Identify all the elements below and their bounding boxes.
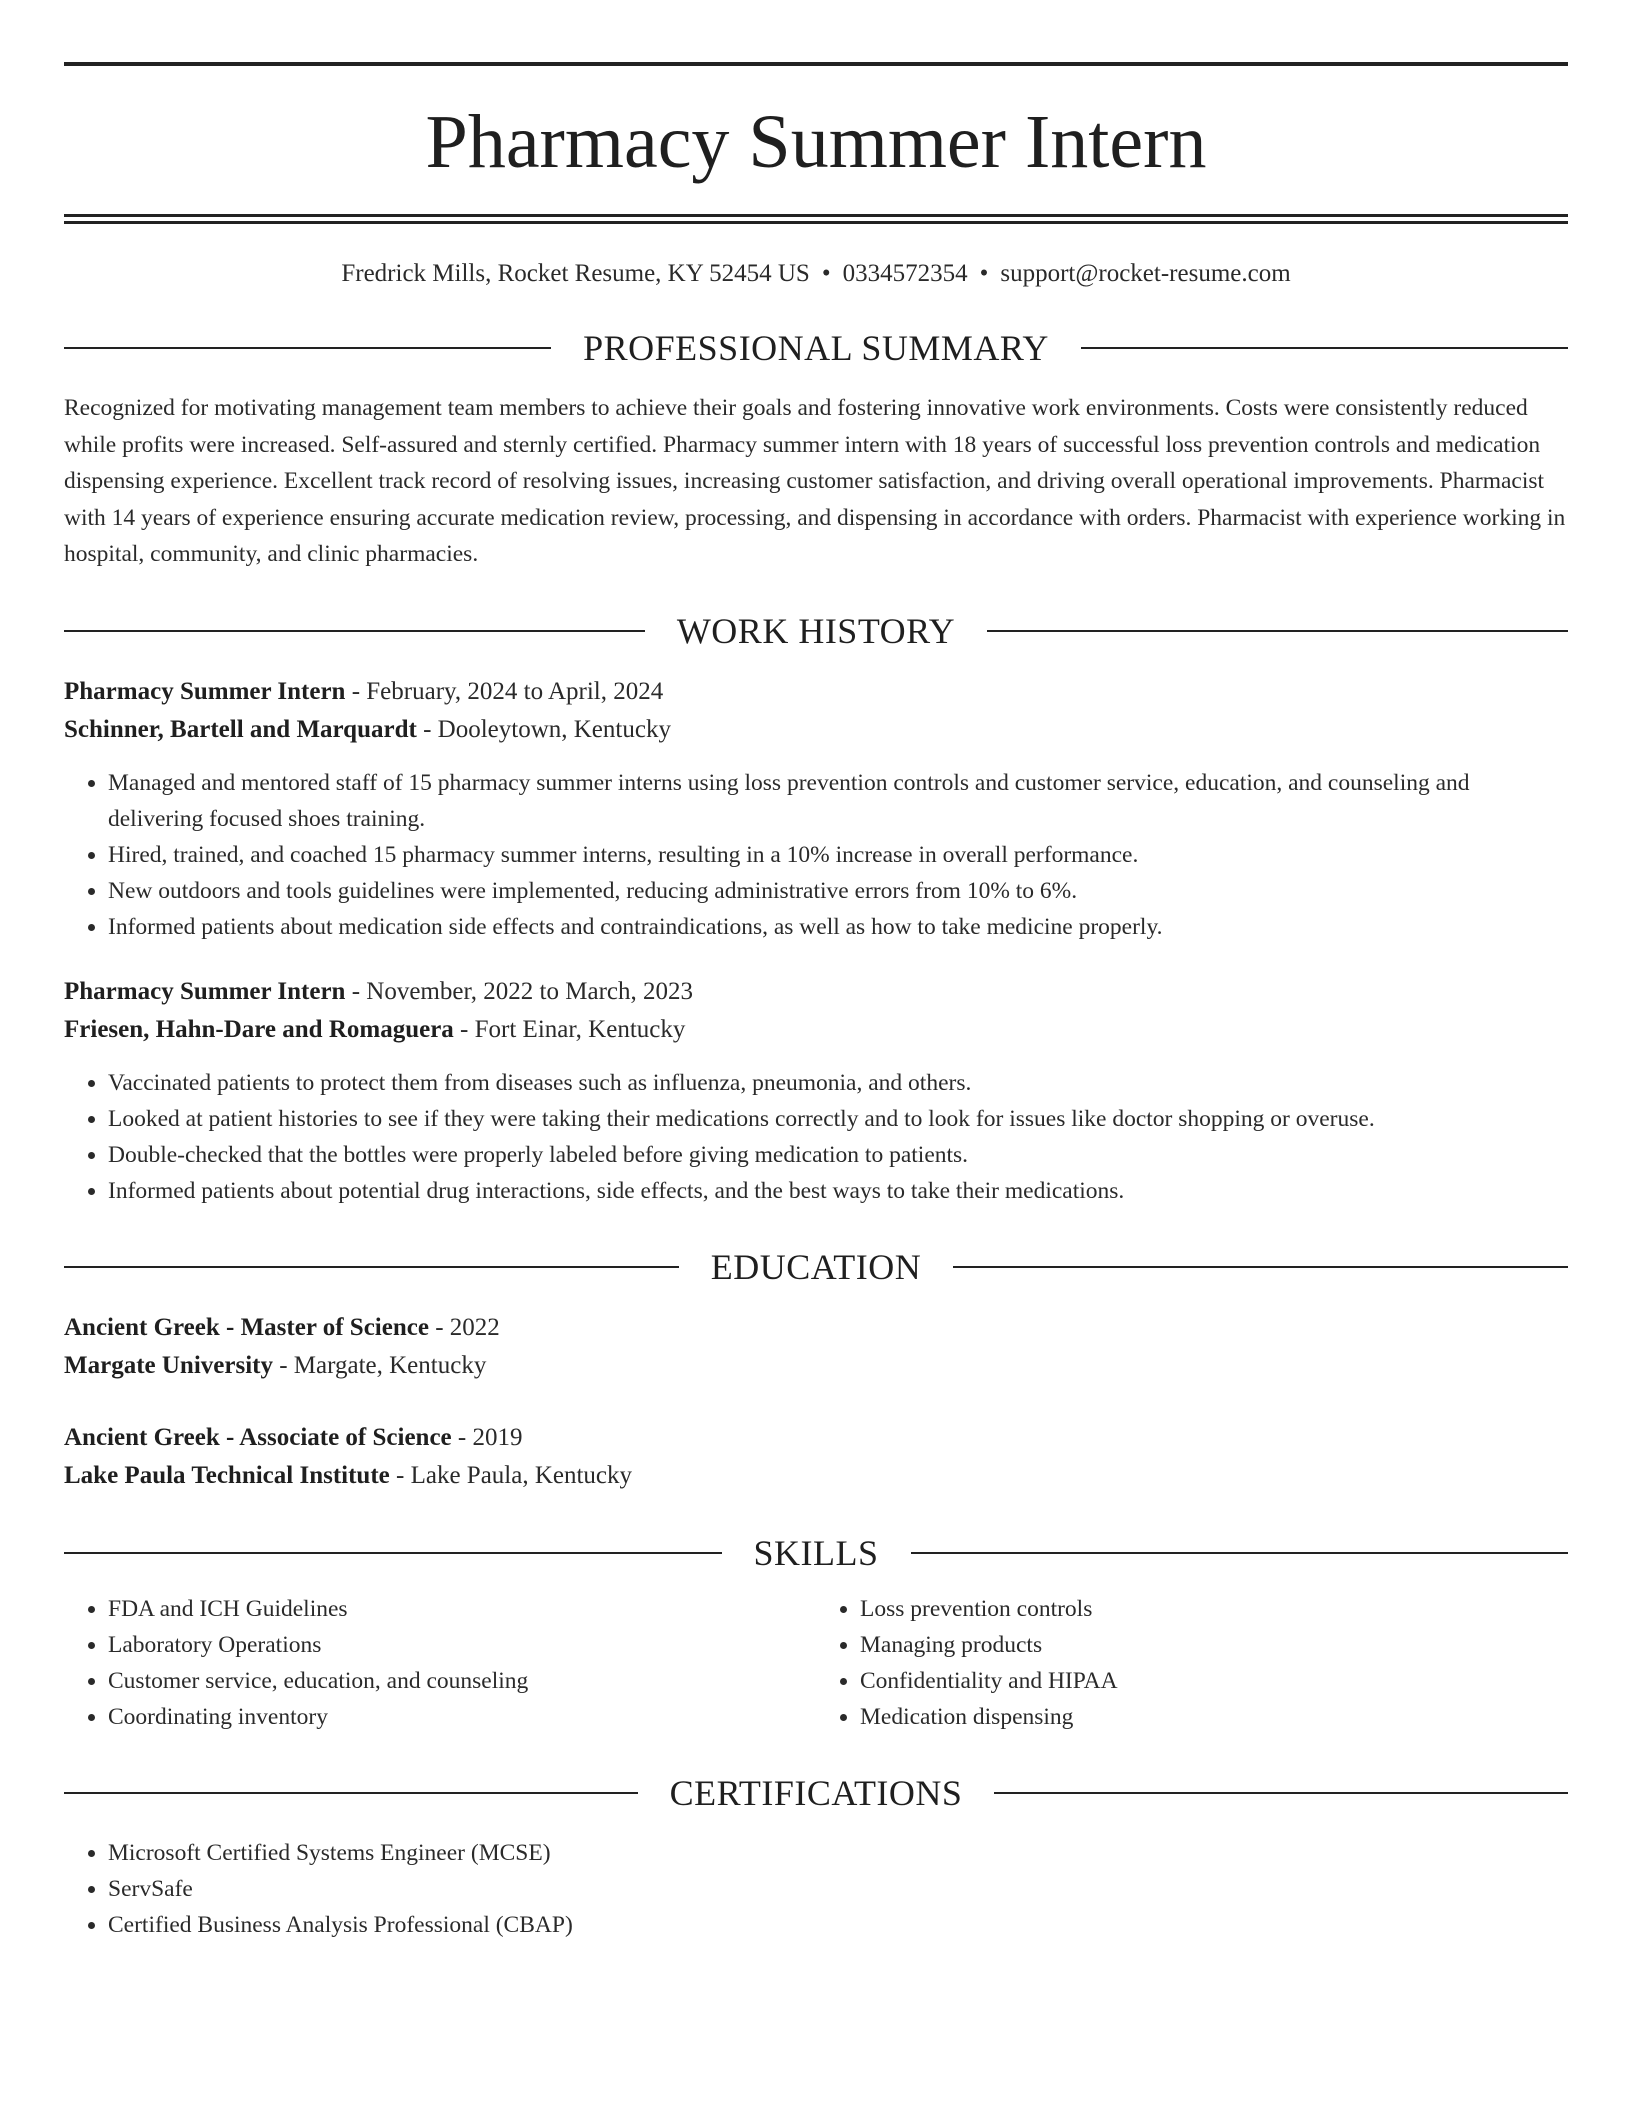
section-title-summary: PROFESSIONAL SUMMARY: [583, 328, 1049, 368]
contact-separator: •: [979, 260, 989, 287]
section-heading-summary: [64, 328, 1568, 368]
heading-rule-left: [64, 1552, 722, 1554]
list-item: • New outdoors and tools guidelines were implemented, reducing administrative errors from 10% to 6%.: [108, 873, 1568, 909]
education-entry: [64, 1419, 1568, 1495]
list-item: • Medication dispensing: [860, 1699, 1568, 1735]
list-item: • Certified Business Analysis Professional (CBAP): [108, 1907, 1568, 1943]
list-item: • Managing products: [860, 1627, 1568, 1663]
list-item: • Coordinating inventory: [108, 1699, 816, 1735]
heading-rule-left: [64, 347, 551, 349]
heading-rule-right: [994, 1792, 1568, 1794]
list-item: • Vaccinated patients to protect them from diseases such as influenza, pneumonia, and others.: [108, 1065, 1568, 1101]
degree-name: Ancient Greek - Master of Science: [64, 1313, 429, 1341]
job-company-line: [64, 711, 1568, 749]
skills-column-right: [816, 1591, 1568, 1735]
list-item: • Customer service, education, and counseling: [108, 1663, 816, 1699]
list-item: • Laboratory Operations: [108, 1627, 816, 1663]
heading-rule-right: [987, 630, 1568, 632]
job-title: Pharmacy Summer Intern: [64, 977, 346, 1005]
list-item: • Managed and mentored staff of 15 pharmacy summer interns using loss prevention controls and customer service, education, and counseling and delivering focused shoes training.: [108, 765, 1568, 837]
contact-email: support@rocket-resume.com: [1000, 260, 1291, 287]
job-location: - Fort Einar, Kentucky: [453, 1015, 686, 1043]
heading-rule-left: [64, 630, 645, 632]
degree-year: - 2019: [451, 1423, 523, 1451]
list-item: • Confidentiality and HIPAA: [860, 1663, 1568, 1699]
contact-phone: 0334572354: [842, 260, 968, 287]
job-bullets: [64, 765, 1568, 945]
top-rule: [64, 62, 1568, 66]
job-company: Schinner, Bartell and Marquardt: [64, 715, 417, 743]
heading-rule-left: [64, 1792, 638, 1794]
job-entry: [64, 973, 1568, 1209]
section-title-work: WORK HISTORY: [676, 610, 956, 651]
list-item: • Informed patients about potential drug interactions, side effects, and the best ways to take their medications.: [108, 1173, 1568, 1209]
skills-grid: [64, 1591, 1568, 1735]
list-item: • Microsoft Certified Systems Engineer (MCSE): [108, 1835, 1568, 1871]
section-heading-certifications: [64, 1773, 1568, 1813]
school-name: Margate University: [64, 1351, 273, 1379]
school-line: [64, 1457, 1568, 1495]
job-company: Friesen, Hahn-Dare and Romaguera: [64, 1015, 454, 1043]
school-line: [64, 1347, 1568, 1385]
section-title-skills: SKILLS: [753, 1532, 879, 1573]
list-item: • Loss prevention controls: [860, 1591, 1568, 1627]
list-item: • ServSafe: [108, 1871, 1568, 1907]
list-item: • Informed patients about medication side effects and contraindications, as well as how to take medicine properly.: [108, 909, 1568, 945]
degree-name: Ancient Greek - Associate of Science: [64, 1423, 452, 1451]
school-name: Lake Paula Technical Institute: [64, 1461, 390, 1489]
school-location: - Lake Paula, Kentucky: [389, 1461, 633, 1489]
education-entry: [64, 1309, 1568, 1385]
job-company-line: [64, 1011, 1568, 1049]
summary-text: Recognized for motivating management team members to achieve their goals and fostering innovative work environments. Costs were consistently reduced while profits were increased. Self-assured and sternly certified. Pharmacy summer intern with 18 years of successful loss prevention controls and medication dispensing experience. Excellent track record of resolving issues, increasing customer satisfaction, and driving overall operational improvements. Pharmacist with 14 years of experience ensuring accurate medication review, processing, and dispensing in accordance with orders. Pharmacist with experience working in hospital, community, and clinic pharmacies.: [64, 395, 1566, 567]
section-heading-work: [64, 611, 1568, 651]
list-item: • FDA and ICH Guidelines: [108, 1591, 816, 1627]
resume-title: Pharmacy Summer Intern: [425, 100, 1207, 184]
degree-line: [64, 1419, 1568, 1457]
degree-line: [64, 1309, 1568, 1347]
heading-rule-right: [1081, 347, 1568, 349]
title-double-rule: [64, 214, 1568, 224]
job-title-line: [64, 973, 1568, 1011]
heading-rule-right: [953, 1266, 1568, 1268]
list-item: • Hired, trained, and coached 15 pharmacy summer interns, resulting in a 10% increase in overall performance.: [108, 837, 1568, 873]
job-bullets: [64, 1065, 1568, 1209]
skills-column-left: [64, 1591, 816, 1735]
section-title-certifications: CERTIFICATIONS: [669, 1772, 963, 1813]
list-item: • Looked at patient histories to see if they were taking their medications correctly and to look for issues like doctor shopping or overuse.: [108, 1101, 1568, 1137]
job-entry: [64, 673, 1568, 945]
job-location: - Dooleytown, Kentucky: [416, 715, 671, 743]
job-title-line: [64, 673, 1568, 711]
school-location: - Margate, Kentucky: [272, 1351, 487, 1379]
job-dates: - November, 2022 to March, 2023: [345, 977, 693, 1005]
section-heading-skills: [64, 1533, 1568, 1573]
list-item: • Double-checked that the bottles were properly labeled before giving medication to patients.: [108, 1137, 1568, 1173]
section-heading-education: [64, 1247, 1568, 1287]
contact-line: [64, 258, 1568, 290]
heading-rule-left: [64, 1266, 679, 1268]
job-dates: - February, 2024 to April, 2024: [345, 677, 664, 705]
degree-year: - 2022: [428, 1313, 500, 1341]
section-title-education: EDUCATION: [710, 1246, 922, 1287]
job-title: Pharmacy Summer Intern: [64, 677, 346, 705]
contact-address: Fredrick Mills, Rocket Resume, KY 52454 US: [341, 260, 810, 287]
contact-separator: •: [821, 260, 831, 287]
certifications-list: [64, 1835, 1568, 1943]
heading-rule-right: [911, 1552, 1569, 1554]
